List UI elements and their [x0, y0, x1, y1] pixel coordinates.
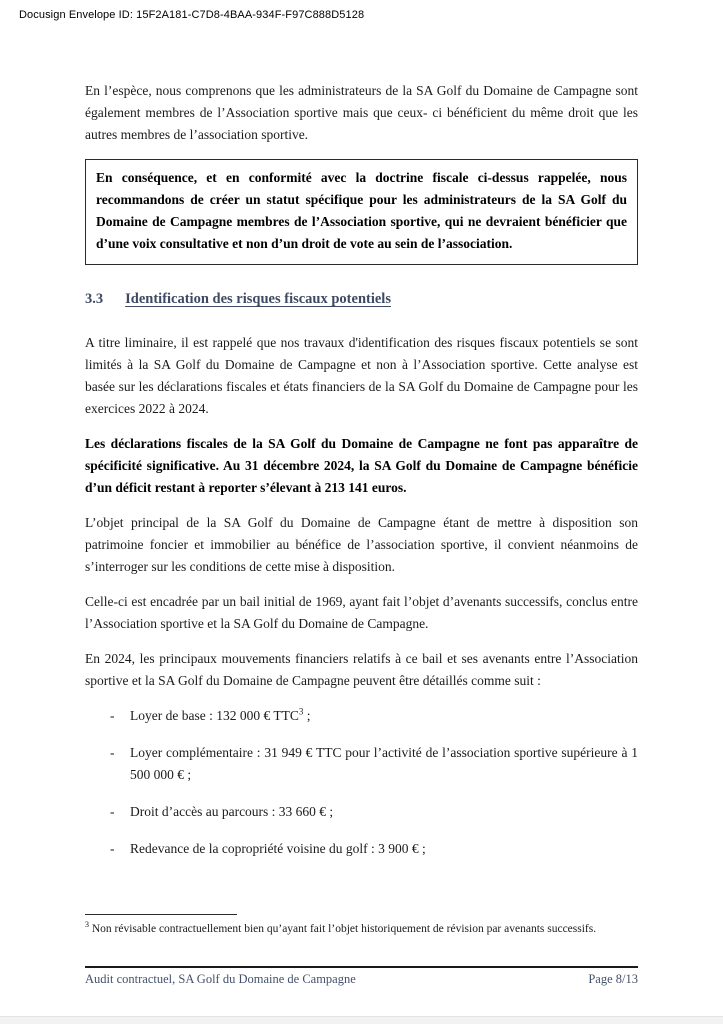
paragraph-bail-1969: Celle-ci est encadrée par un bail initial de 1969, ayant fait l’objet d’avenants successifs, conclus entre l’Association sportive et la SA Golf du Domaine de Campagne.: [85, 594, 638, 631]
list-item-text: Loyer complémentaire : 31 949 € TTC pour l’activité de l’association sportive supérieure à 1 500 000 € ;: [130, 745, 638, 782]
recommendation-text: En conséquence, et en conformité avec la doctrine fiscale ci-dessus rappelée, nous recommandons de créer un statut spécifique pour les administrateurs de la SA Golf du Domaine de Campagne membres de l’Association sportive, qui ne devraient bénéficier que d’une voix consultative et non d’un droit de vote au sein de l’association.: [96, 170, 627, 251]
list-item-text: [130, 705, 638, 727]
paragraph-liminaire: A titre liminaire, il est rappelé que nos travaux d'identification des risques fiscaux potentiels se sont limités à la SA Golf du Domaine de Campagne et non à l’Association sportive. Cette analyse est basée sur les déclarations fiscales et états financiers de la SA Golf du Domaine de Campagne pour les exercices 2022 à 2024.: [85, 335, 638, 416]
dash-bullet: -: [110, 804, 115, 819]
section-heading-3-3: [85, 291, 638, 308]
paragraph-declarations: Les déclarations fiscales de la SA Golf du Domaine de Campagne ne font pas apparaître de spécificité significative. Au 31 décembre 2024, la SA Golf du Domaine de Campagne bénéficie d’un déficit restant à reporter s’élevant à 213 141 euros.: [85, 436, 638, 495]
page-body: [85, 80, 638, 875]
footnote-text-content: Non révisable contractuellement bien qu’ayant fait l’objet historiquement de révision par avenants successifs.: [89, 923, 597, 935]
paragraph-objet-principal: L’objet principal de la SA Golf du Domaine de Campagne étant de mettre à disposition son patrimoine foncier et immobilier au bénéfice de l’association sportive, il convient néanmoins de s’interroger sur les conditions de cette mise à disposition.: [85, 515, 638, 574]
list-item-loyer-complementaire: [110, 742, 638, 786]
footnote-marker: 3: [85, 920, 89, 930]
paragraph-intro: En l’espèce, nous comprenons que les administrateurs de la SA Golf du Domaine de Campagne sont également membres de l’Association sportive mais que ceux- ci bénéficient du même droit que les autres membres de l’association sportive.: [85, 83, 638, 142]
docusign-envelope-id: Docusign Envelope ID: 15F2A181-C7D8-4BAA-934F-F97C888D5128: [19, 9, 365, 21]
footnote-separator: [85, 914, 237, 915]
page-bottom-edge: [0, 1016, 723, 1024]
footnote-3: [85, 922, 638, 937]
dash-bullet: -: [110, 745, 115, 760]
list-item-redevance: [110, 838, 638, 860]
section-number: 3.3: [85, 291, 104, 307]
footer-page-number: Page 8/13: [588, 972, 638, 986]
page-footer: [85, 966, 638, 987]
footnote-reference-3: 3: [298, 706, 304, 717]
dash-bullet: -: [110, 708, 115, 723]
list-item-droit-acces: [110, 801, 638, 823]
list-item-loyer-base: [110, 705, 638, 727]
dash-bullet: -: [110, 841, 115, 856]
recommendation-box: [85, 159, 638, 265]
footer-document-title: Audit contractuel, SA Golf du Domaine de Campagne: [85, 972, 356, 986]
paragraph-mouvements-2024: En 2024, les principaux mouvements financiers relatifs à ce bail et ses avenants entre l’Association sportive et la SA Golf du Domaine de Campagne peuvent être détaillés comme suit :: [85, 651, 638, 688]
section-title: Identification des risques fiscaux potentiels: [125, 291, 391, 307]
list-item-text: Droit d’accès au parcours : 33 660 € ;: [130, 804, 334, 819]
footnote-area: [85, 914, 638, 937]
list-item-text-pre: Loyer de base : 132 000 € TTC: [130, 708, 299, 723]
financial-items-list: [110, 705, 638, 860]
list-item-text-post: ;: [303, 708, 311, 723]
list-item-text: Redevance de la copropriété voisine du golf : 3 900 € ;: [130, 841, 426, 856]
